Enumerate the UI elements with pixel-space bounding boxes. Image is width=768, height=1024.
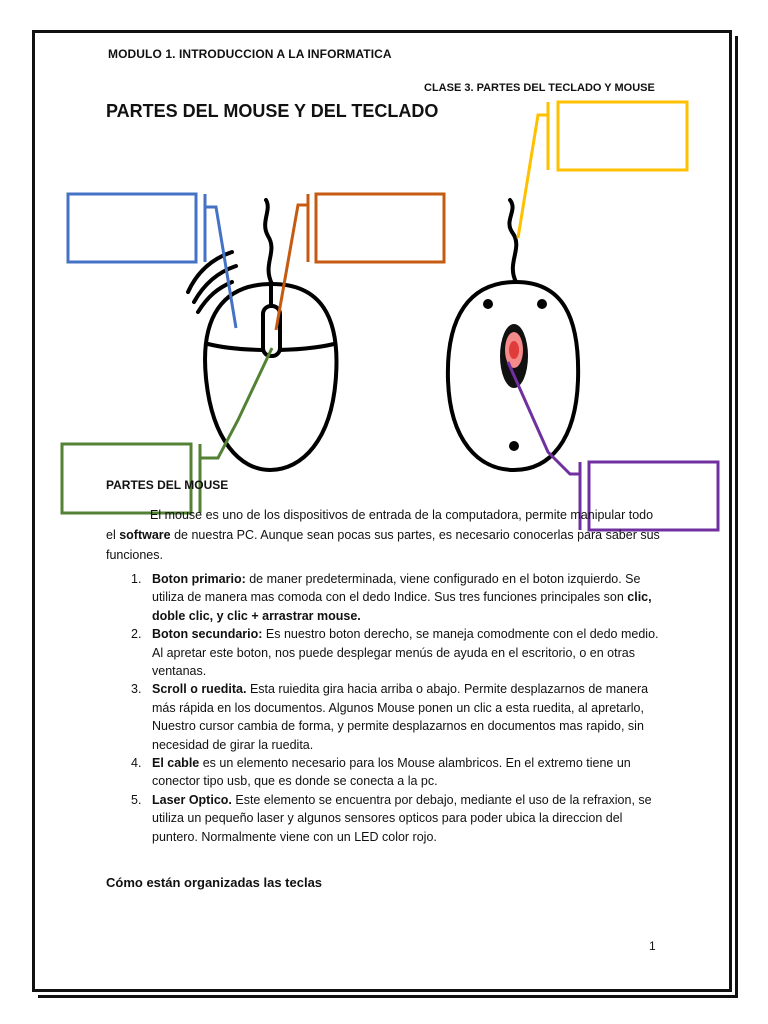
mouse-bottom-view (448, 200, 578, 470)
page-number: 1 (649, 939, 656, 953)
module-header: MODULO 1. INTRODUCCION A LA INFORMATICA (108, 47, 392, 61)
mouse-parts-list (106, 570, 666, 846)
foot-pad-2 (537, 299, 547, 309)
foot-pad-1 (483, 299, 493, 309)
list-item: 1. Boton primario: de maner predeterminada, viene configurado en el boton izquierdo. Se utiliza de manera mas comoda con el dedo Indice. Sus tres funciones principales son clic, doble clic, y clic + arrastrar mouse. (131, 572, 652, 623)
list-item: 5. Laser Optico. Este elemento se encuentra por debajo, mediante el uso de la refraxion, se utiliza un pequeño laser y algunos sensores opticos para poder ubica la direccion del puntero. Normalmente viene con un LED color rojo. (131, 792, 652, 844)
list-item: 2. Boton secundario: Es nuestro boton derecho, se maneja comodmente con el dedo medio. Al apretar este boton, nos puede desplegar menús de ayuda en el escritorio, o en otras ventanas. (131, 627, 659, 679)
intro-paragraph: El mouse es uno de los dispositivos de entrada de la computadora, permite manipular todo el software de nuestra PC. Aunque sean pocas sus partes, es necesario conocerlas para saber sus funciones. (106, 508, 660, 562)
foot-pad-3 (509, 441, 519, 451)
mouse-cable-right (509, 200, 516, 282)
class-header: CLASE 3. PARTES DEL TECLADO Y MOUSE (424, 82, 655, 94)
page-title: PARTES DEL MOUSE Y DEL TECLADO (106, 101, 439, 121)
section-title: PARTES DEL MOUSE (106, 478, 229, 492)
list-item: 3. Scroll o ruedita. Esta ruiedita gira hacia arriba o abajo. Permite desplazarnos de manera más rápida en los documentos. Algunos Mouse ponen un clic a esta ruedita, al apretarlo, Nuestro cursor cambia de forma, y permite desplazarnos en documentos mas rapido, sin necesidad de girar la ruedita. (131, 682, 649, 752)
mouse-top-view (188, 200, 336, 470)
callout-yellow (518, 102, 687, 238)
keys-section-title: Cómo están organizadas las teclas (106, 875, 323, 890)
callout-orange (276, 194, 444, 330)
list-item: 4. El cable es un elemento necesario para los Mouse alambricos. En el extremo tiene un conector tipo usb, que es donde se conecta a la pc. (131, 756, 631, 789)
mouse-cable-left (265, 200, 272, 284)
laser-led (509, 341, 519, 359)
